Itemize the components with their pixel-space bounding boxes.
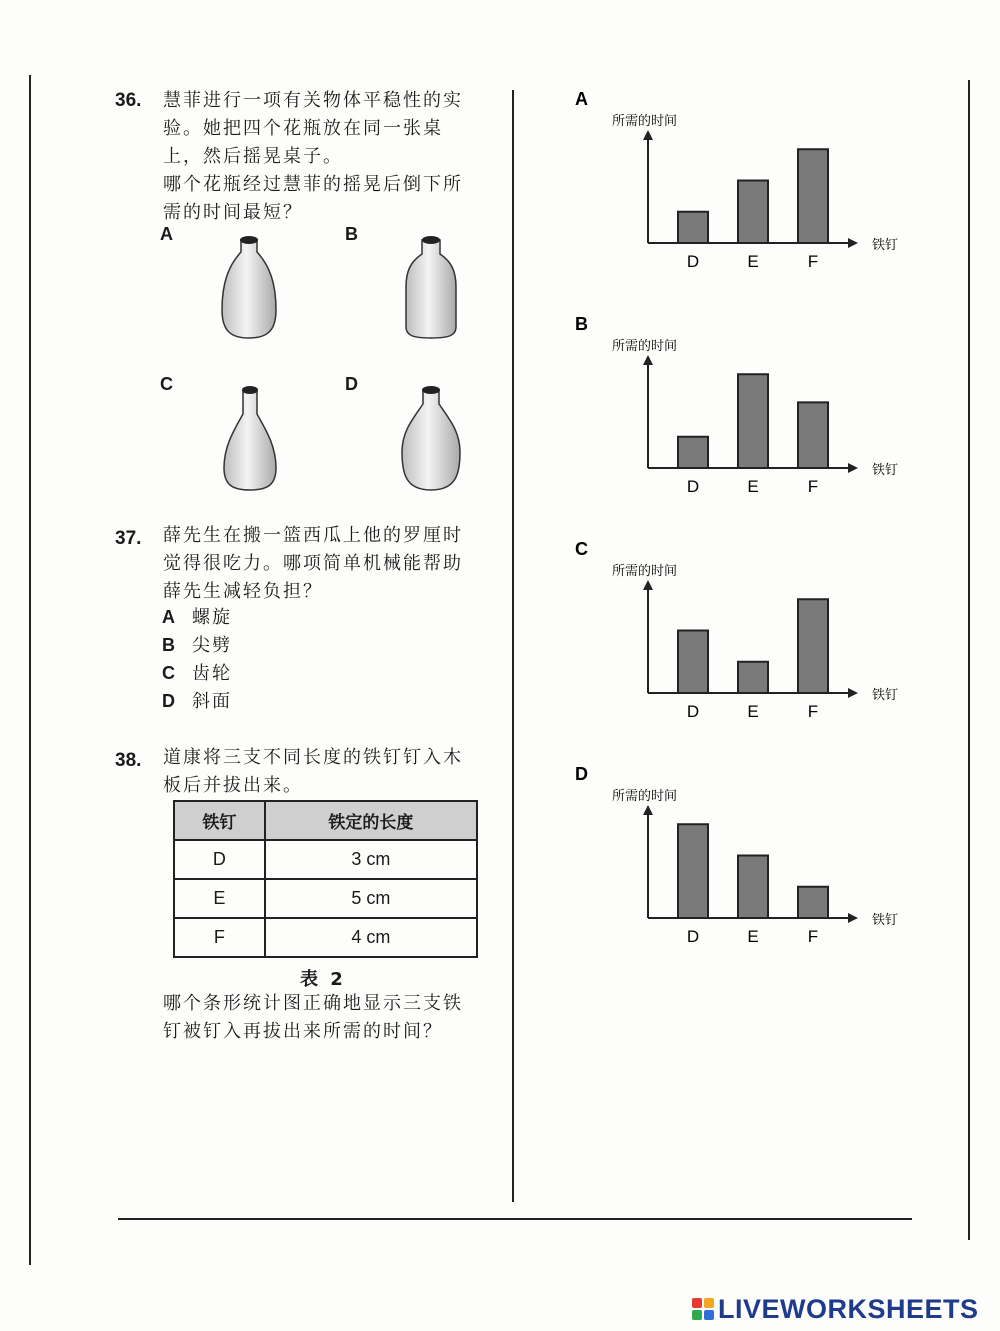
q37-option-c-text: 齿轮: [192, 663, 232, 684]
question-36-text: [163, 87, 463, 227]
q36-option-a-label[interactable]: A: [160, 224, 173, 244]
table-caption: 表 2: [300, 969, 346, 990]
q38-line-1: 道康将三支不同长度的铁钉钉入木: [163, 747, 463, 768]
q37-option-a-label: A: [162, 607, 175, 627]
chart-category-label: D: [686, 702, 700, 721]
q37-line-3: 薛先生减轻负担？: [163, 581, 323, 602]
table-row: [174, 918, 477, 957]
page-left-border: [29, 75, 31, 1265]
nail-length-table: [173, 800, 478, 958]
footer-rule: [118, 1218, 912, 1220]
chart-bar-d: [678, 631, 708, 694]
question-38-text: [163, 744, 463, 800]
chart-bar-d: [678, 437, 708, 468]
chart-category-label: F: [807, 252, 819, 271]
question-38-number: 38.: [115, 750, 142, 771]
q37-line-1: 薛先生在搬一篮西瓜上他的罗厘时: [163, 525, 463, 546]
q36-option-c-label[interactable]: C: [160, 374, 173, 394]
q36-line-2: 验。她把四个花瓶放在同一张桌: [163, 118, 443, 139]
chart-category-label: E: [747, 927, 759, 946]
x-axis-arrow-icon: [848, 238, 858, 248]
chart-bar-f: [798, 599, 828, 693]
x-axis-arrow-icon: [848, 463, 858, 473]
column-divider: [512, 90, 514, 1202]
vase-a[interactable]: [218, 232, 280, 342]
x-axis-arrow-icon: [848, 688, 858, 698]
q37-option-a[interactable]: [162, 603, 232, 631]
chart-a-label: A: [575, 89, 588, 109]
chart-bar-d: [678, 824, 708, 918]
chart-x-axis-title: 铁钉: [872, 913, 899, 928]
q37-option-b-label: B: [162, 635, 175, 655]
q37-option-c[interactable]: [162, 659, 232, 687]
y-axis-arrow-icon: [643, 130, 653, 140]
chart-bar-f: [798, 887, 828, 918]
vase-d[interactable]: [398, 382, 464, 494]
vase-c[interactable]: [220, 382, 280, 494]
q37-option-d-text: 斜面: [192, 691, 232, 712]
chart-d-label: D: [575, 764, 588, 784]
q38-ask-line-1: 哪个条形统计图正确地显示三支铁: [163, 993, 463, 1014]
q36-line-5: 需的时间最短？: [163, 202, 303, 223]
table-row: [174, 840, 477, 879]
question-37-text: [163, 522, 463, 606]
chart-x-axis-title: 铁钉: [872, 238, 899, 253]
question-37-number: 37.: [115, 528, 142, 549]
chart-y-axis-title: 所需的时间: [612, 114, 678, 129]
chart-category-label: D: [686, 252, 700, 271]
table-cell: 5 cm: [265, 879, 477, 918]
chart-c-label: C: [575, 539, 588, 559]
q37-line-2: 觉得很吃力。哪项简单机械能帮助: [163, 553, 463, 574]
chart-category-label: E: [747, 702, 759, 721]
vase-b[interactable]: [400, 232, 462, 342]
table-cell: 4 cm: [265, 918, 477, 957]
q36-line-3: 上，然后摇晃桌子。: [163, 146, 343, 167]
table-row: [174, 879, 477, 918]
q36-option-d-label[interactable]: D: [345, 374, 358, 394]
y-axis-arrow-icon: [643, 580, 653, 590]
chart-category-label: F: [807, 927, 819, 946]
table-cell: F: [174, 918, 265, 957]
page-right-border: [968, 80, 970, 1240]
chart-bar-e: [738, 662, 768, 693]
chart-bar-d: [678, 212, 708, 243]
q37-option-d-label: D: [162, 691, 175, 711]
chart-x-axis-title: 铁钉: [872, 463, 899, 478]
q37-option-b[interactable]: [162, 631, 232, 659]
chart-y-axis-title: 所需的时间: [612, 564, 678, 579]
table-cell: E: [174, 879, 265, 918]
table-cell: D: [174, 840, 265, 879]
chart-bar-e: [738, 181, 768, 244]
chart-bar-e: [738, 856, 768, 919]
q37-options: [162, 603, 232, 715]
table-header-nail: 铁钉: [174, 801, 265, 840]
q38-line-2: 板后并拔出来。: [163, 775, 303, 796]
q36-line-4: 哪个花瓶经过慧菲的摇晃后倒下所: [163, 174, 463, 195]
answer-charts: [560, 80, 920, 960]
chart-y-axis-title: 所需的时间: [612, 339, 678, 354]
q37-option-c-label: C: [162, 663, 175, 683]
x-axis-arrow-icon: [848, 913, 858, 923]
chart-x-axis-title: 铁钉: [872, 688, 899, 703]
q37-option-b-text: 尖劈: [192, 635, 232, 656]
y-axis-arrow-icon: [643, 355, 653, 365]
table-header-length: 铁定的长度: [265, 801, 477, 840]
chart-category-label: D: [686, 477, 700, 496]
chart-bar-f: [798, 149, 828, 243]
q37-option-a-text: 螺旋: [192, 607, 232, 628]
q37-option-d[interactable]: [162, 687, 232, 715]
question-38-ask: [163, 990, 463, 1046]
chart-category-label: E: [747, 477, 759, 496]
chart-category-label: E: [747, 252, 759, 271]
question-36-number: 36.: [115, 90, 142, 111]
q38-ask-line-2: 钉被钉入再拔出来所需的时间？: [163, 1021, 443, 1042]
chart-category-label: F: [807, 477, 819, 496]
chart-b-label: B: [575, 314, 588, 334]
q36-option-b-label[interactable]: B: [345, 224, 358, 244]
logo-text: LIVEWORKSHEETS: [718, 1293, 979, 1324]
chart-bar-e: [738, 374, 768, 468]
y-axis-arrow-icon: [643, 805, 653, 815]
chart-category-label: F: [807, 702, 819, 721]
chart-y-axis-title: 所需的时间: [612, 789, 678, 804]
liveworksheets-logo: [692, 1292, 979, 1326]
q36-line-1: 慧菲进行一项有关物体平稳性的实: [163, 90, 463, 111]
table-cell: 3 cm: [265, 840, 477, 879]
chart-bar-f: [798, 402, 828, 468]
logo-mark-icon: [692, 1298, 714, 1320]
chart-category-label: D: [686, 927, 700, 946]
